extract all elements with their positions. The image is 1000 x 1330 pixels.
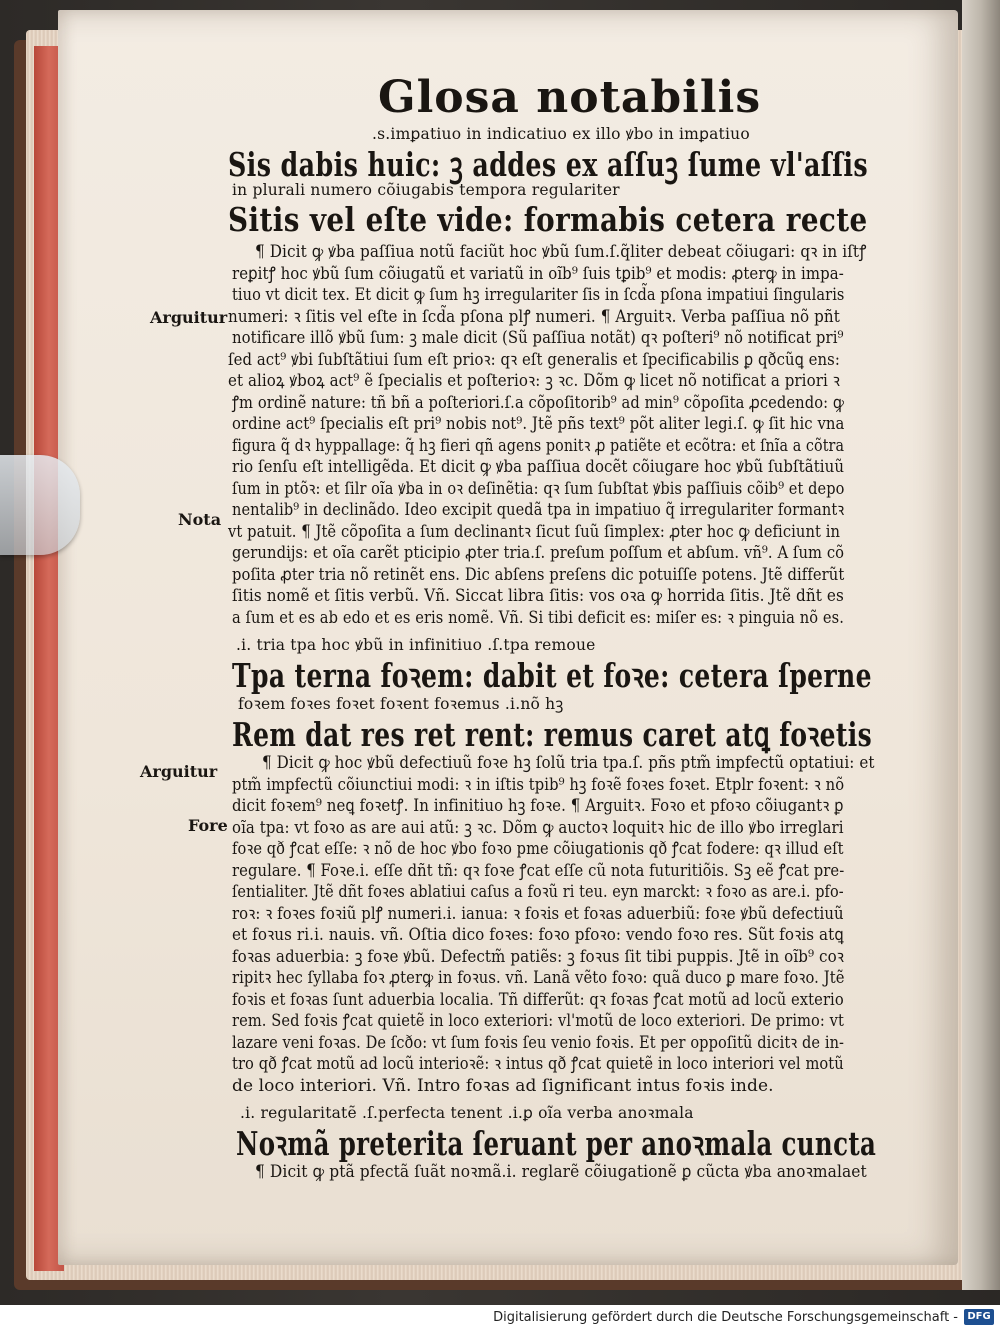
commentary-line: tiuo vt dicit tex. Et dicit ꝙ ſum hꝫ irregulariter ſis in ſcd̃a pſona impatiui ſingularis xyxy=(232,285,845,305)
commentary-line: rio ſenſu eſt intelligẽda. Et dicit ꝙ ꝟba paſſiua docẽt cõiugare hoc ꝟbũ ſubſtãtiuũ xyxy=(232,457,845,477)
commentary-line: oĩa tpa: vt foꝛo as are aui atũ: ꝫ ꝛc. Dõm ꝙ auctoꝛ loquitꝛ hic de illo ꝟbo irreglari xyxy=(232,817,844,838)
commentary-line: ptm̃ impfectũ cõiunctiui modi: ꝛ in iſtis tpib⁹ hꝫ foꝛẽ foꝛes foꝛet. Etplr foꝛent: ꝛ nõ xyxy=(232,774,845,795)
commentary-line: tro qð ꝭcat motũ ad locũ interioꝛẽ: ꝛ intus qð ꝭcat quietẽ in loco interiori vel motũ xyxy=(232,1054,844,1074)
footer-text: Digitalisierung gefördert durch die Deutsche Forschungsgemeinschaft - xyxy=(493,1310,958,1325)
commentary-line: rem. Sed foꝛis ꝭcat quietẽ in loco exteriori: vl'motũ de loco exteriori. De primo: vt xyxy=(232,1011,844,1031)
commentary-line: figura q̃ dꝛ hyppallage: q̃ hꝫ fieri qñ agens ponitꝛ ꝓ patiẽte et ecõtra: et ſnĩa a cõtra xyxy=(232,435,845,456)
commentary-line: vt patuit. ¶ Jtẽ cõpoſita a ſum declinantꝛ ſicut ſuũ ſimplex: ꝓter hoc ꝙ deficiunt in xyxy=(228,521,841,542)
page-title: Glosa notabilis xyxy=(378,72,762,123)
commentary-line: et alioꝝ ꝟboꝝ act⁹ ẽ ſpecialis et poſterioꝛ: ꝫ ꝛc. Dõm ꝙ licet nõ notificat a priori ꝛ xyxy=(228,371,840,391)
commentary-line: ſentialiter. Jtẽ dñt foꝛes ablatiui caſus a foꝛũ ri teu. eyn marckt: ꝛ foꝛo as are.i. pfo- xyxy=(232,882,844,902)
commentary-line: ¶ Dicit ꝙ ptã pfectã ſuãt noꝛmã.i. reglarẽ cõiugationẽ ꝑ cũcta ꝟba anoꝛmalaet xyxy=(255,1162,867,1182)
commentary-line: reꝑitꝭ hoc ꝟbũ ſum cõiugatũ et variatũ in oĩb⁹ ſuis tꝑib⁹ et modis: ꝓterꝙ in impa- xyxy=(232,263,844,284)
commentary-line: ordine act⁹ ſpecialis eſt pri⁹ nobis not⁹. Jtẽ pñs text⁹ põt aliter legi.ſ. ꝙ ſit hic vna xyxy=(232,414,845,434)
right-book-edge xyxy=(962,0,1000,1290)
verse-line: Sis dabis huic: ꝫ addes ex aſſuꝫ ſume vl'aſſis xyxy=(228,145,869,184)
dfg-logo: DFG xyxy=(964,1309,994,1325)
commentary-line: ſum in ptõꝛ: et ſilr oĩa ꝟba in oꝛ deſinẽtia: qꝛ ſum ſubſtat ꝟbis paſſiuis cõib⁹ et depo xyxy=(232,478,845,499)
commentary-line: et foꝛus ri.i. nauis. vñ. Oſtia dico foꝛes: foꝛo pfoꝛo: vendo foꝛo res. Sũt foꝛis atꝗ xyxy=(232,925,844,945)
gloss-line: .i. regularitatẽ .ſ.perfecta tenent .i.ꝑ oĩa verba anoꝛmala xyxy=(240,1104,694,1122)
commentary-line: ripitꝛ hec ſyllaba foꝛ ꝓterꝙ in foꝛus. vñ. Lanã vẽto foꝛo: quã duco ꝑ mare foꝛo. Jtẽ xyxy=(232,968,845,988)
commentary-line: lazare veni foꝛas. De ſcðo: vt ſum foꝛis ſeu venio foꝛis. Et per oppoſitũ dicitꝛ de in- xyxy=(232,1032,845,1053)
commentary-line: ¶ Dicit ꝙ ꝟba paſſiua notũ faciũt hoc ꝟbũ ſum.ſ.q̃liter debeat cõiugari: qꝛ in iſtꝭ xyxy=(255,242,867,262)
margin-note: Arguitur xyxy=(150,308,228,327)
commentary-line: gerundijs: et oĩa carẽt pticipio ꝓter tria.ſ. preſum poſſum et abſum. vñ⁹. A ſum cõ xyxy=(232,543,845,563)
commentary-line: roꝛ: ꝛ foꝛes foꝛiũ plꝭ numeri.i. ianua: ꝛ foꝛis et foꝛas aduerbiũ: foꝛe ꝟbũ defectiuũ xyxy=(232,903,844,924)
gloss-line: .s.imꝑatiuo in indicatiuo ex illo ꝟbo in imꝑatiuo xyxy=(372,125,750,143)
commentary-line: numeri: ꝛ ſitis vel eſte in ſcd̃a pſona plꝭ numeri. ¶ Arguitꝛ. Verba paſſiua nõ pñt xyxy=(228,306,840,327)
commentary-line: ſed act⁹ ꝟbi ſubſtãtiui ſum eſt prioꝛ: qꝛ eſt generalis et ſpecificabilis ꝑ qðcũꝗ ens: xyxy=(228,349,840,370)
margin-note: Arguitur xyxy=(140,762,218,781)
commentary-line: de loco interiori. Vñ. Intro foꝛas ad ſignificant intus foꝛis inde. xyxy=(232,1075,774,1096)
commentary-line: foꝛis et foꝛas ſunt aduerbia localia. Tñ differũt: qꝛ foꝛas ꝭcat motũ ad locũ exterio xyxy=(232,989,844,1010)
commentary-line: foꝛas aduerbia: ꝫ foꝛe ꝟbũ. Defectm̃ patiẽs: ꝫ foꝛus ſit tibi puppis. Jtẽ in oĩb⁹ coꝛ xyxy=(232,946,845,967)
commentary-line: ſitis nomẽ et ſitis verbũ. Vñ. Siccat libra ſitis: vos oꝛa ꝙ horrida ſitis. Jtẽ dñt es xyxy=(232,586,844,606)
gloss-line: foꝛem foꝛes foꝛet foꝛent foꝛemus .i.nõ hꝫ xyxy=(238,695,564,713)
verse-line: Sitis vel eſte vide: formabis cetera recte xyxy=(228,200,868,239)
footer-bar xyxy=(0,1305,1000,1330)
commentary-line: ¶ Dicit ꝙ hoc ꝟbũ defectiuũ foꝛe hꝫ ſolũ tria tpa.ſ. pñs ptm̃ impfectũ optatiui: et xyxy=(262,753,875,773)
verse-line: Rem dat res ret rent: remus caret atꝗ foꝛetis xyxy=(232,715,873,754)
commentary-line: ꝭm ordinẽ nature: tñ bñ a poſteriori.ſ.a cõpoſitorib⁹ ad min⁹ cõpoſita ꝓcedendo: ꝙ xyxy=(232,392,845,413)
commentary-line: regulare. ¶ Foꝛe.i. eſſe dñt tñ: qꝛ foꝛe ꝭcat eſſe cũ nota futuritiõis. Sꝫ eẽ ꝭcat pre- xyxy=(232,860,845,881)
verse-line: Noꝛmã preterita ſeruant per anoꝛmala cuncta xyxy=(236,1124,877,1163)
page-clip xyxy=(0,455,80,555)
verse-line: Tpa terna foꝛem: dabit et foꝛe: cetera ſperne xyxy=(232,656,872,695)
margin-note: Fore xyxy=(188,816,228,835)
commentary-line: poſita ꝓter tria nõ retinẽt ens. Dic abſens preſens dic potuiſſe potens. Jtẽ differũt xyxy=(232,564,845,585)
gloss-line: .i. tria tpa hoc ꝟbũ in infinitiuo .ſ.tpa remoue xyxy=(236,636,596,654)
gloss-line: in plurali numero cõiugabis tempora regulariter xyxy=(232,181,620,199)
commentary-line: nentalib⁹ in declinãdo. Ideo excipit quedã tpa in impatiuo q̃ irregulariter formantꝛ xyxy=(232,500,845,520)
commentary-line: dicit foꝛem⁹ neꝗ foꝛetꝭ. In infinitiuo hꝫ foꝛe. ¶ Arguitꝛ. Foꝛo et pfoꝛo cõiugantꝛ ꝑ xyxy=(232,796,844,816)
commentary-line: foꝛe qð ꝭcat eſſe: ꝛ nõ de hoc ꝟbo foꝛo pme cõiugationis qð ꝭcat fodere: qꝛ illud eſt xyxy=(232,839,844,859)
margin-note: Nota xyxy=(178,510,222,529)
commentary-line: notificare illõ ꝟbũ ſum: ꝫ male dicit (Sũ paſſiua notãt) qꝛ poſteri⁹ nõ notificat pri⁹ xyxy=(232,328,844,348)
commentary-line: a ſum et es ab edo et es eris nomẽ. Vñ. Si tibi deficit es: miſer es: ꝛ pinguia nõ es. xyxy=(232,607,844,628)
